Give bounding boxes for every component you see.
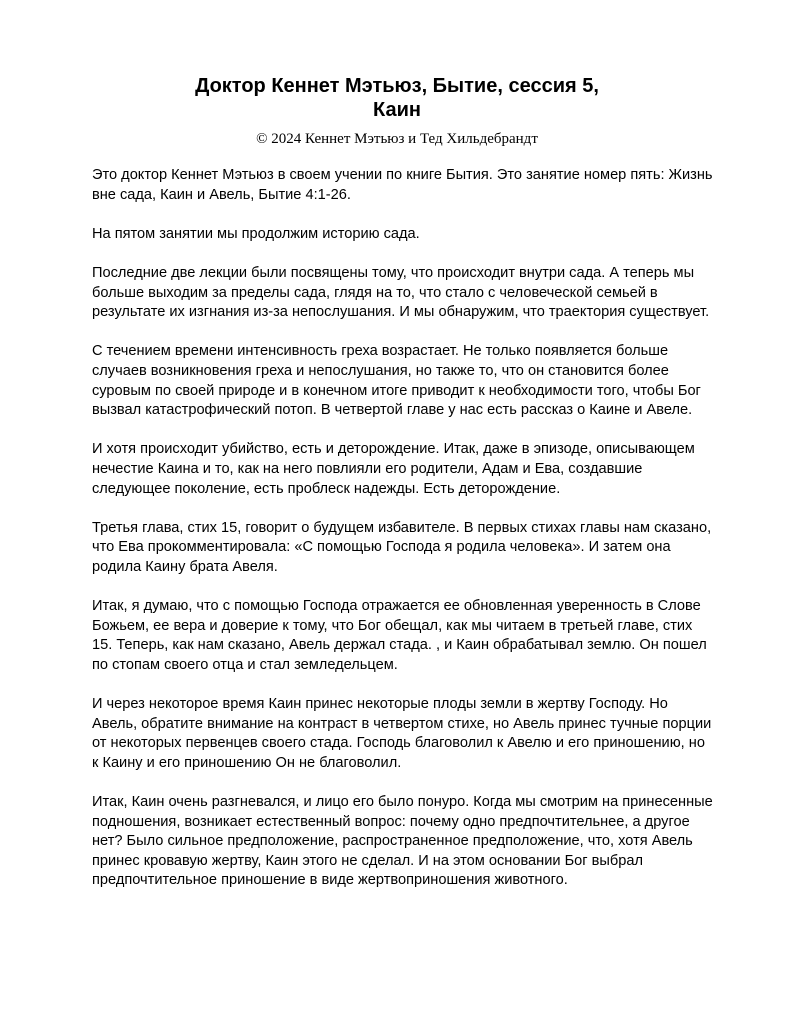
paragraph-4: С течением времени интенсивность греха возрастает. Не только появляется больше случаев возникновения греха и непослушания, но также то, что он становится более суровым по своей природе и в конечном итоге приводит к необходимости того, чтобы Бог вызвал катастрофический потоп. В четвертой главе у нас есть рассказ о Каине и Авеле. <box>92 343 701 419</box>
paragraph-7: Итак, я думаю, что с помощью Господа отражается ее обновленная уверенность в Слове Божьем, ее вера и доверие к тому, что Бог обещал, как мы читаем в третьей главе, стих 15. Теперь, как нам сказано, Авель держал стада. , и Каин обрабатывал землю. Он пошел по стопам своего отца и стал земледельцем. <box>92 598 707 673</box>
paragraph-8: И через некоторое время Каин принес некоторые плоды земли в жертву Господу. Но Авель, обратите внимание на контраст в четвертом стихе, но Авель принес тучные порции от некоторых первенцев своего стада. Господь благоволил к Авелю и его приношению, но к Каину и его приношению Он не благоволил. <box>92 696 712 771</box>
title-line-1: Доктор Кеннет Мэтьюз, Бытие, сессия 5, <box>195 75 599 97</box>
copyright-line: © 2024 Кеннет Мэтьюз и Тед Хильдебрандт <box>256 131 538 147</box>
paragraph-9: Итак, Каин очень разгневался, и лицо его было понуро. Когда мы смотрим на принесенные подношения, возникает естественный вопрос: почему одно предпочтительнее, а другое нет? Было сильное предположение, распространенное предположение, что, хотя Авель принес кровавую жертву, Каин этого не сделал. И на этом основании Бог выбрал предпочтительное приношение в виде жертвоприношения животного. <box>92 794 713 889</box>
paragraph-6: Третья глава, стих 15, говорит о будущем избавителе. В первых стихах главы нам сказано, что Ева прокомментировала: «С помощью Господа я родила человека». И затем она родила Каину брата Авеля. <box>92 519 712 575</box>
paragraph-5: И хотя происходит убийство, есть и деторождение. Итак, даже в эпизоде, описывающем нечестие Каина и то, как на него повлияли его родители, Адам и Ева, создавшие следующее поколение, есть проблеск надежды. Есть деторождение. <box>92 441 695 497</box>
document-body <box>92 166 714 911</box>
paragraph-1: Это доктор Кеннет Мэтьюз в своем учении по книге Бытия. Это занятие номер пять: Жизнь вне сада, Каин и Авель, Бытие 4:1-26. <box>92 167 713 203</box>
title-line-2: Каин <box>373 99 421 121</box>
paragraph-2: На пятом занятии мы продолжим историю сада. <box>92 225 420 242</box>
page-title <box>150 74 644 122</box>
paragraph-3: Последние две лекции были посвящены тому, что происходит внутри сада. А теперь мы больше выходим за пределы сада, глядя на то, что стало с человеческой семьей в результате их изгнания из-за непослушания. И мы обнаружим, что траектория существует. <box>92 264 710 321</box>
